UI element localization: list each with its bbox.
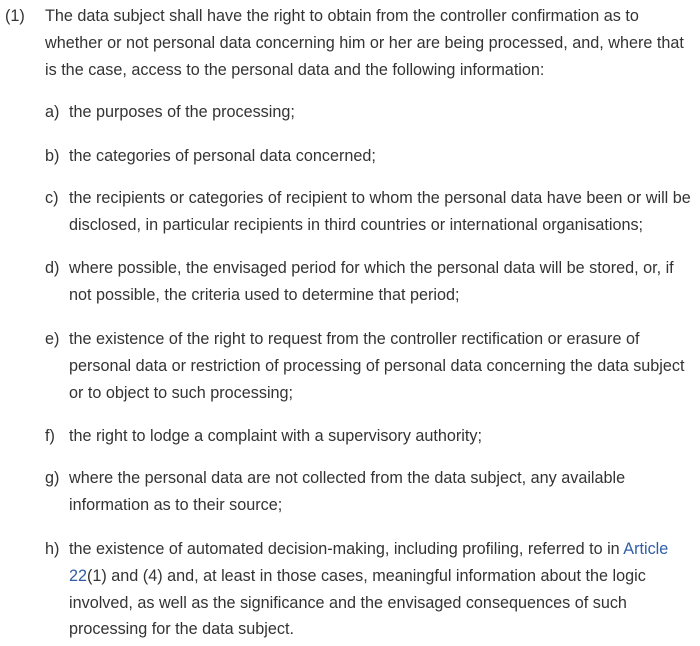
point-d [0,255,700,309]
point-text-after: (1) and (4) and, at least in those cases, meaningful information about the logic involved, as well as the significance and the envisaged consequences of such processing for the data subject. [69,566,646,639]
point-text: the categories of personal data concerned; [69,147,376,165]
point-g [0,465,700,519]
point-h [0,536,700,643]
point-text: the right to lodge a complaint with a supervisory authority; [69,427,482,445]
point-b [0,143,700,170]
point-text: the existence of the right to request from the controller rectification or erasure of personal data or restriction of processing of personal data concerning the data subject or to object to such processing; [69,330,685,402]
article-22-link[interactable]: Article 22 [69,540,669,585]
point-c [0,185,700,239]
point-letter: f) [45,427,55,445]
point-e [0,326,700,406]
point-letter: d) [45,259,60,277]
point-f [0,423,700,450]
paragraph-text: The data subject shall have the right to obtain from the controller confirmation as to whether or not personal data concerning him or her are being processed, and, where that is the case, access to the personal data and the following information: [45,7,684,79]
paragraph-1 [0,3,700,83]
point-text-before: the existence of automated decision-making, including profiling, referred to in [69,540,624,558]
point-text: where the personal data are not collected from the data subject, any available information as to their source; [69,469,626,514]
point-text [69,536,696,643]
point-letter: h) [45,540,60,558]
point-text: the purposes of the processing; [69,103,295,121]
point-text: where possible, the envisaged period for which the personal data will be stored, or, if not possible, the criteria used to determine that period; [69,259,674,304]
point-letter: g) [45,469,60,487]
point-letter: a) [45,103,60,121]
point-a [0,99,700,126]
point-letter: b) [45,147,60,165]
point-text: the recipients or categories of recipient to whom the personal data have been or will be disclosed, in particular recipients in third countries or international organisations; [69,189,691,234]
point-letter: e) [45,330,60,348]
point-letter: c) [45,189,59,207]
paragraph-number: (1) [5,7,25,25]
